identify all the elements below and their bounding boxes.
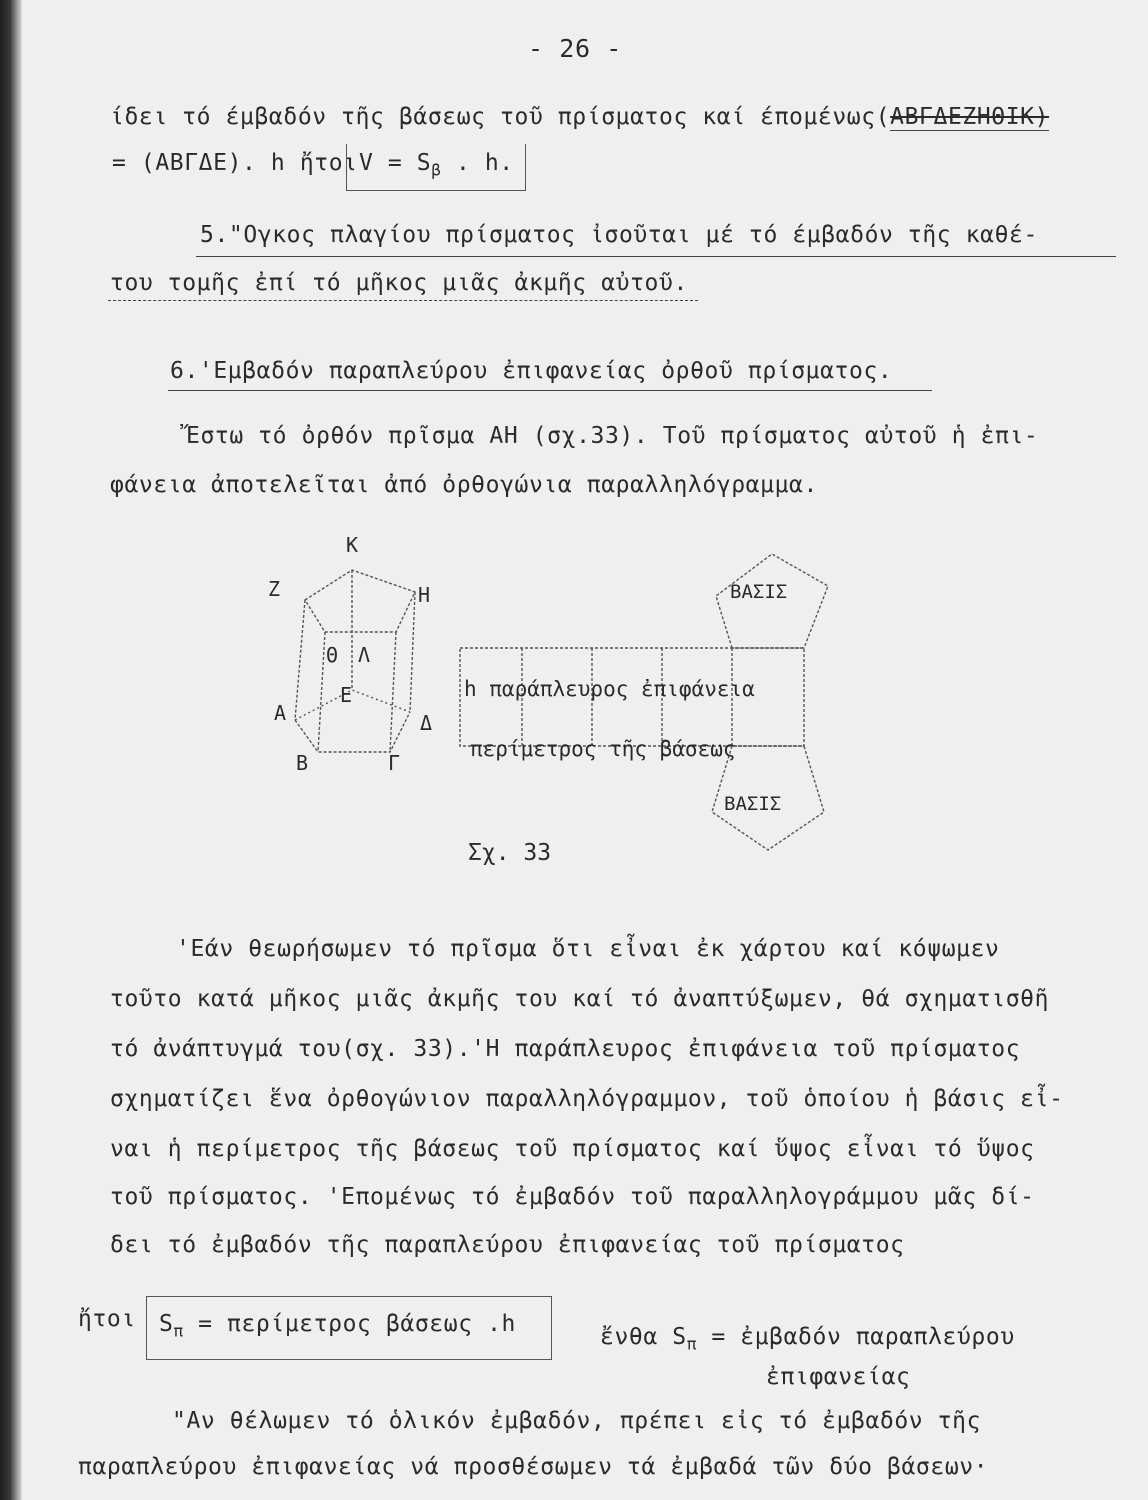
net-top-label: h παράπλευρος ἐπιφάνεια <box>464 677 755 701</box>
formula-text <box>159 1311 516 1341</box>
where-definition-line2: ἐπιφανείας <box>766 1364 911 1390</box>
lateral-area-formula-box <box>146 1296 552 1360</box>
text-line <box>110 104 1049 130</box>
formula-subscript: π <box>173 1321 184 1341</box>
base-label-top: ΒΑΣΙΣ <box>730 581 788 603</box>
where-definition <box>600 1324 1015 1354</box>
base-label-bottom: ΒΑΣΙΣ <box>724 793 782 815</box>
vertex-label-theta: Θ <box>326 643 339 667</box>
section-5-heading-line1: 5."Ογκος πλαγίου πρίσματος ἰσοῦται μέ τό έμβαδόν τῆς καθέ- <box>200 222 1038 248</box>
text-line: ναι ἡ περίμετρος τῆς βάσεως τοῦ πρίσματος καί ὕψος εἶναι τό ὕψος <box>110 1136 1035 1162</box>
where-text: ἔνθα S <box>600 1324 687 1350</box>
page-number: - 26 - <box>528 34 622 63</box>
figure-33 <box>260 530 880 890</box>
section-5-underline <box>196 256 1116 257</box>
text-span: ίδει τό έμβαδόν τῆς βάσεως τοῦ πρίσματος καί έπομένως( <box>110 104 891 130</box>
text-line: φάνεια ἀποτελεῖται ἀπό ὀρθογώνια παραλληλόγραμμα. <box>110 472 818 498</box>
vertex-label-b: Β <box>296 751 309 775</box>
volume-formula-box <box>346 144 526 191</box>
formula-subscript: β <box>431 160 442 180</box>
prism-bottom-face <box>295 712 410 752</box>
section-5-underline-2 <box>108 300 698 301</box>
crossed-label: ΑΒΓΔΕΖΗΘΙΚ) <box>890 104 1050 130</box>
text-line: τοῦτο κατά μῆκος μιᾶς ἀκμῆς του καί τό ἀναπτύξωμεν, θά σχηματισθῆ <box>110 986 1050 1012</box>
formula-tail: . h. <box>455 150 514 176</box>
vertex-label-k: Κ <box>346 533 359 557</box>
text-line: Ἔστω τό ὀρθόν πρῖσμα ΑΗ (σχ.33). Τοῦ πρίσματος αὐτοῦ ἡ ἐπι- <box>186 423 1039 449</box>
text-line: σχηματίζει ἕνα ὀρθογώνιον παραλληλόγραμμον, τοῦ ὁποίου ἡ βάσις εἶ- <box>110 1086 1064 1112</box>
vertex-label-e: Ε <box>340 683 353 707</box>
text-line: 'Εάν θεωρήσωμεν τό πρῖσμα ὅτι εἶναι ἐκ χάρτου καί κόψωμεν <box>176 936 1000 962</box>
text-line: = (ΑΒΓΔΕ). h ἤτοι <box>112 150 358 176</box>
formula-symbol: V = S <box>359 150 432 176</box>
net-bottom-label: περίμετρος τῆς βάσεως <box>470 737 736 761</box>
text-line: παραπλεύρου ἐπιφανείας νά προσθέσωμεν τά ἐμβαδά τῶν δύο βάσεων· <box>78 1454 989 1480</box>
vertex-label-delta: Δ <box>420 711 433 735</box>
figure-caption: Σχ. 33 <box>468 840 552 866</box>
vertex-label-z: Ζ <box>268 577 281 601</box>
text-line: τό ἀνάπτυγμά του(σχ. 33).'Η παράπλευρος ἐπιφάνεια τοῦ πρίσματος <box>110 1036 1021 1062</box>
text-line: δει τό ἐμβαδόν τῆς παραπλεύρου ἐπιφανείας τοῦ πρίσματος <box>110 1232 905 1258</box>
prism-edge <box>318 632 325 752</box>
where-text-2: = ἐμβαδόν παραπλεύρου <box>711 1324 1015 1350</box>
formula-text <box>359 150 514 180</box>
page-binding-edge <box>0 0 22 1500</box>
section-6-heading: 6.'Εμβαδόν παραπλεύρου ἐπιφανείας ὀρθοῦ πρίσματος. <box>170 358 893 384</box>
vertex-label-gamma: Γ <box>388 751 401 775</box>
itoi-label: ἤτοι <box>78 1306 136 1332</box>
prism-edge <box>295 600 305 720</box>
prism-top-face <box>305 570 415 632</box>
vertex-label-a: Α <box>274 701 287 725</box>
formula-tail: = περίμετρος βάσεως .h <box>198 1311 516 1337</box>
formula-symbol: S <box>159 1311 174 1337</box>
vertex-label-h: Η <box>418 583 431 607</box>
prism-edge <box>390 632 396 752</box>
vertex-label-lambda: Λ <box>358 643 371 667</box>
text-line: τοῦ πρίσματος. 'Επομένως τό ἐμβαδόν τοῦ παραλληλογράμμου μᾶς δί- <box>110 1184 1035 1210</box>
section-5-heading-line2: του τομῆς ἐπί τό μῆκος μιᾶς ἀκμῆς αὐτοῦ. <box>110 270 688 296</box>
section-6-underline <box>168 390 932 391</box>
prism-edge <box>410 592 415 712</box>
where-subscript: π <box>686 1334 697 1354</box>
text-line: "Αν θέλωμεν τό ὁλικόν ἐμβαδόν, πρέπει εἰς τό ἐμβαδόν τῆς <box>172 1408 982 1434</box>
